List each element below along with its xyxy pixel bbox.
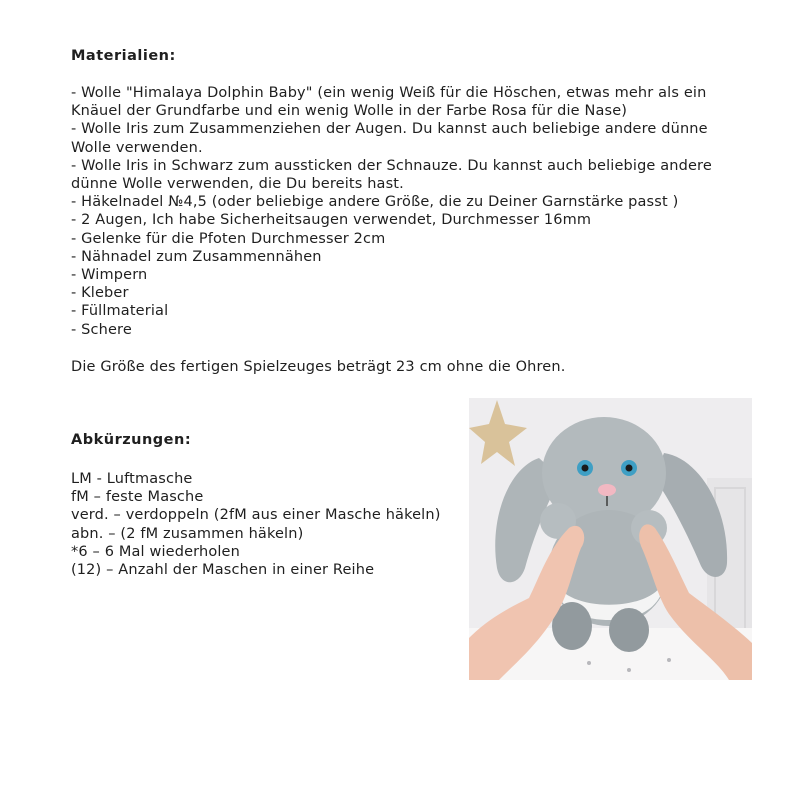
bunny-right-foot — [609, 608, 649, 652]
materials-list — [71, 84, 736, 339]
abbreviation-item: *6 – 6 Mal wiederholen — [71, 543, 240, 560]
materials-heading: Materialien: — [71, 48, 176, 64]
bunny-right-pupil — [626, 465, 633, 472]
fabric-dot — [627, 668, 631, 672]
fabric-dot — [587, 661, 591, 665]
materials-item-eyes: - 2 Augen, Ich habe Sicherheitsaugen verwendet, Durchmesser 16mm — [71, 212, 592, 229]
abbreviation-item: LM - Luftmasche — [71, 471, 193, 487]
abbreviation-item: (12) – Anzahl der Maschen in einer Reihe — [71, 562, 375, 579]
abbreviations-heading: Abkürzungen: — [71, 432, 192, 448]
materials-item-lashes: - Wimpern — [71, 267, 148, 284]
size-note: Die Größe des fertigen Spielzeuges beträgt 23 cm ohne die Ohren. — [71, 359, 566, 375]
bunny-illustration — [469, 398, 752, 680]
materials-item-scissors: - Schere — [71, 321, 132, 338]
bunny-left-pupil — [582, 465, 589, 472]
materials-item-joints: - Gelenke für die Pfoten Durchmesser 2cm — [71, 230, 386, 247]
materials-item-iris-black: - Wolle Iris in Schwarz zum aussticken der Schnauze. Du kannst auch beliebige andere dünne Wolle verwenden, die Du bereits hast. — [71, 157, 712, 193]
abbreviations-list — [71, 470, 466, 579]
bunny-nose — [598, 484, 616, 496]
materials-item-needle: - Nähnadel zum Zusammennähen — [71, 248, 322, 265]
materials-item-hook: - Häkelnadel №4,5 (oder beliebige andere Größe, die zu Deiner Garnstärke passt ) — [71, 194, 679, 211]
fabric-dot — [667, 658, 671, 662]
bunny-photo — [469, 398, 752, 680]
abbreviation-item: verd. – verdoppeln (2fM aus einer Masche häkeln) — [71, 507, 441, 524]
materials-item-glue: - Kleber — [71, 285, 129, 302]
materials-item-iris-eyes: - Wolle Iris zum Zusammenziehen der Augen. Du kannst auch beliebige andere dünne Wolle verwenden. — [71, 121, 708, 156]
materials-item-stuffing: - Füllmaterial — [71, 303, 169, 320]
abbreviation-item: abn. – (2 fM zusammen häkeln) — [71, 525, 304, 542]
materials-item-yarn: - Wolle "Himalaya Dolphin Baby" (ein wenig Weiß für die Höschen, etwas mehr als ein Knäuel der Grundfarbe und ein wenig Wolle in der Farbe Rosa für die Nase) — [71, 85, 707, 120]
abbreviation-item: fM – feste Masche — [71, 489, 204, 506]
